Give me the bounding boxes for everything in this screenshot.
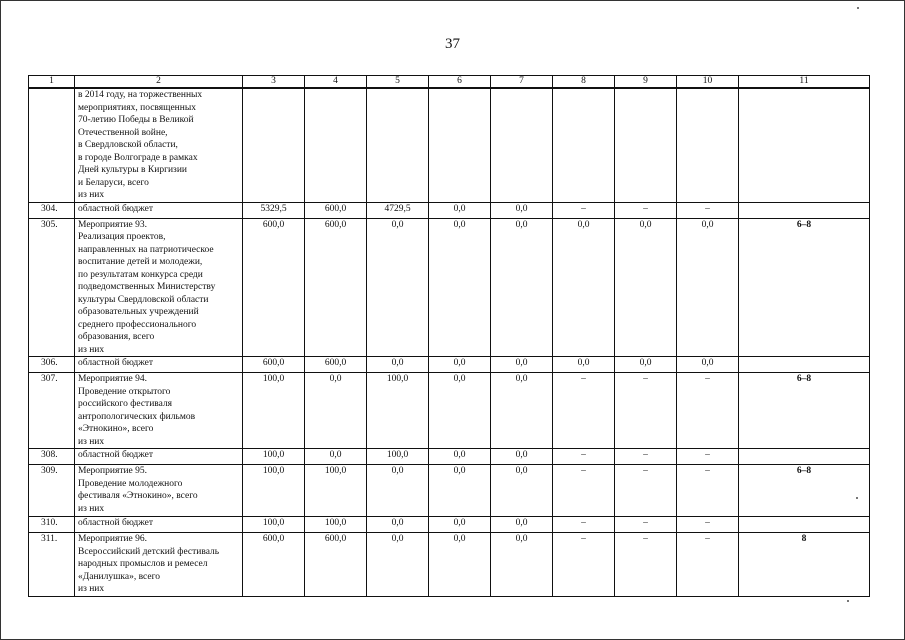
row-value: 0,0 <box>305 373 367 449</box>
row-value: 600,0 <box>243 533 305 597</box>
row-value: 0,0 <box>429 449 491 465</box>
column-header: 4 <box>305 76 367 89</box>
row-target <box>739 202 870 218</box>
row-value: 0,0 <box>429 218 491 357</box>
budget-table <box>28 75 870 597</box>
row-value: 0,0 <box>491 449 553 465</box>
row-value: 600,0 <box>305 533 367 597</box>
column-header: 7 <box>491 76 553 89</box>
row-value <box>615 88 677 202</box>
row-value <box>677 88 739 202</box>
row-number: 310. <box>29 517 75 533</box>
row-target <box>739 357 870 373</box>
row-value: 0,0 <box>491 373 553 449</box>
row-value: 100,0 <box>305 517 367 533</box>
row-value: – <box>553 533 615 597</box>
table-row <box>29 202 870 218</box>
row-number: 311. <box>29 533 75 597</box>
row-number: 307. <box>29 373 75 449</box>
row-number <box>29 88 75 202</box>
column-header: 8 <box>553 76 615 89</box>
row-target: 6–8 <box>739 373 870 449</box>
row-value: – <box>677 373 739 449</box>
row-value: 0,0 <box>491 533 553 597</box>
column-header: 5 <box>367 76 429 89</box>
row-value: 100,0 <box>243 449 305 465</box>
row-value: 0,0 <box>429 517 491 533</box>
row-value: 0,0 <box>491 517 553 533</box>
row-value: 100,0 <box>243 373 305 449</box>
row-value: 600,0 <box>305 357 367 373</box>
table-row <box>29 373 870 449</box>
row-description: областной бюджет <box>75 517 243 533</box>
row-value: 0,0 <box>615 218 677 357</box>
table-row <box>29 357 870 373</box>
row-value: – <box>677 202 739 218</box>
column-header: 11 <box>739 76 870 89</box>
row-value: 600,0 <box>243 218 305 357</box>
scan-speck <box>847 600 849 602</box>
row-value: 0,0 <box>429 202 491 218</box>
row-value: – <box>615 202 677 218</box>
row-target: 8 <box>739 533 870 597</box>
row-value: – <box>677 533 739 597</box>
row-value: 0,0 <box>367 517 429 533</box>
scan-speck <box>856 497 858 499</box>
row-value: – <box>553 202 615 218</box>
row-value: – <box>553 373 615 449</box>
column-header: 10 <box>677 76 739 89</box>
row-description: Мероприятие 94. Проведение открытого российского фестиваля антропологических фильмов «Этнокино», всего из них <box>75 373 243 449</box>
row-value: 0,0 <box>429 465 491 517</box>
table-row <box>29 88 870 202</box>
table-row <box>29 218 870 357</box>
row-target: 6–8 <box>739 465 870 517</box>
column-header: 2 <box>75 76 243 89</box>
row-value: 5329,5 <box>243 202 305 218</box>
row-number: 305. <box>29 218 75 357</box>
row-value: 600,0 <box>243 357 305 373</box>
row-number: 309. <box>29 465 75 517</box>
row-target <box>739 517 870 533</box>
row-value: 0,0 <box>677 357 739 373</box>
table-row <box>29 465 870 517</box>
row-target <box>739 88 870 202</box>
row-value <box>243 88 305 202</box>
row-value: – <box>677 465 739 517</box>
row-value: 100,0 <box>367 449 429 465</box>
row-value: 0,0 <box>553 357 615 373</box>
row-value: 100,0 <box>243 465 305 517</box>
table-row <box>29 517 870 533</box>
row-value: – <box>677 517 739 533</box>
row-value: 0,0 <box>491 202 553 218</box>
row-value: 100,0 <box>243 517 305 533</box>
row-description: Мероприятие 96. Всероссийский детский фестиваль народных промыслов и ремесел «Данилушка», всего из них <box>75 533 243 597</box>
row-value: – <box>553 517 615 533</box>
row-value: – <box>615 465 677 517</box>
row-value: – <box>615 373 677 449</box>
row-value: 100,0 <box>367 373 429 449</box>
row-value: – <box>615 449 677 465</box>
row-target <box>739 449 870 465</box>
row-number: 306. <box>29 357 75 373</box>
row-description: областной бюджет <box>75 202 243 218</box>
row-value: 0,0 <box>305 449 367 465</box>
row-value: 0,0 <box>553 218 615 357</box>
row-number: 304. <box>29 202 75 218</box>
row-value <box>491 88 553 202</box>
row-description: в 2014 году, на торжественных мероприятиях, посвященных 70-летию Победы в Великой Отечественной войне, в Свердловской области, в городе Волгограде в рамках Дней культуры в Киргизии и Беларуси, всего из них <box>75 88 243 202</box>
row-value <box>367 88 429 202</box>
row-value: – <box>677 449 739 465</box>
row-value: 0,0 <box>429 533 491 597</box>
row-number: 308. <box>29 449 75 465</box>
row-value: 100,0 <box>305 465 367 517</box>
row-value <box>553 88 615 202</box>
row-description: областной бюджет <box>75 357 243 373</box>
row-value: 0,0 <box>615 357 677 373</box>
table-body <box>29 76 870 597</box>
row-value <box>305 88 367 202</box>
table-header-row <box>29 76 870 89</box>
row-target: 6–8 <box>739 218 870 357</box>
row-value: 4729,5 <box>367 202 429 218</box>
column-header: 6 <box>429 76 491 89</box>
row-value: – <box>553 465 615 517</box>
column-header: 1 <box>29 76 75 89</box>
row-value: 0,0 <box>429 357 491 373</box>
page-number: 37 <box>445 36 460 52</box>
row-value: 0,0 <box>677 218 739 357</box>
row-value: 0,0 <box>367 357 429 373</box>
scan-speck <box>857 7 859 9</box>
row-value: – <box>553 449 615 465</box>
row-value: 600,0 <box>305 202 367 218</box>
row-description: областной бюджет <box>75 449 243 465</box>
row-description: Мероприятие 95. Проведение молодежного фестиваля «Этнокино», всего из них <box>75 465 243 517</box>
row-value: 0,0 <box>491 357 553 373</box>
row-value: – <box>615 533 677 597</box>
row-value: – <box>615 517 677 533</box>
row-value: 0,0 <box>491 465 553 517</box>
row-value: 0,0 <box>367 465 429 517</box>
column-header: 9 <box>615 76 677 89</box>
row-value: 0,0 <box>367 218 429 357</box>
table-row <box>29 533 870 597</box>
row-value: 600,0 <box>305 218 367 357</box>
row-value <box>429 88 491 202</box>
row-value: 0,0 <box>429 373 491 449</box>
table-row <box>29 449 870 465</box>
column-header: 3 <box>243 76 305 89</box>
row-value: 0,0 <box>367 533 429 597</box>
row-value: 0,0 <box>491 218 553 357</box>
row-description: Мероприятие 93. Реализация проектов, направленных на патриотическое воспитание детей и молодежи, по результатам конкурса среди подведомственных Министерству культуры Свердловской области образовательных учреждений среднего профессионального образования, всего из них <box>75 218 243 357</box>
